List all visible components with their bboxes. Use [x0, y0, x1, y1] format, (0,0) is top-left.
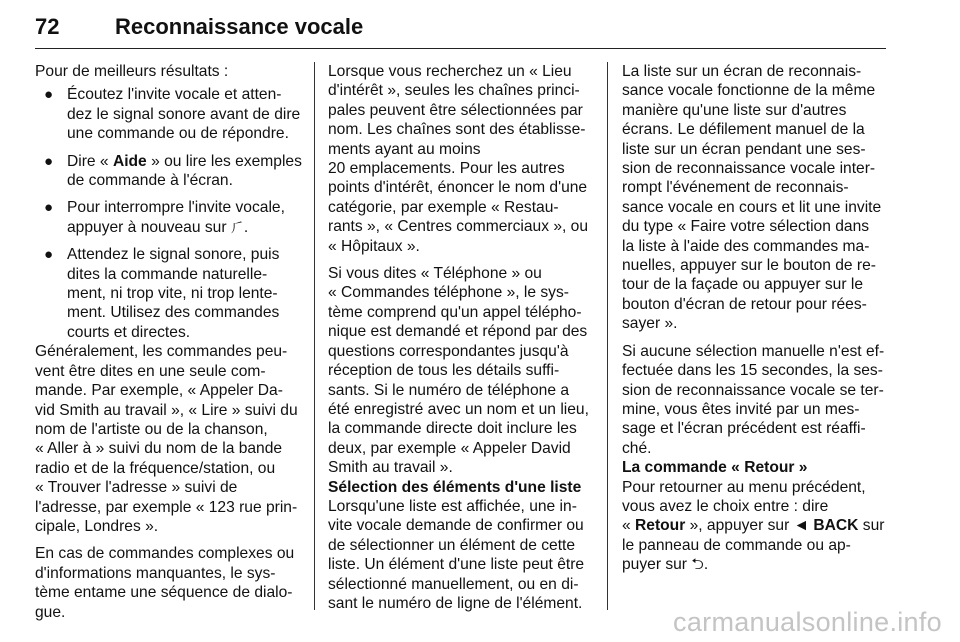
text-line: tème comprend qu'un appel télépho- — [328, 303, 582, 321]
column-1 — [35, 62, 301, 622]
text-line: nom de l'artiste ou de la chanson, — [35, 420, 268, 438]
text-line: Lorsque vous recherchez un « Lieu — [328, 63, 572, 80]
text-line: liste. Un élément d'une liste peut être — [328, 556, 585, 574]
text-line: bouton d'écran de retour pour rées- — [622, 295, 867, 313]
section-heading: La commande « Retour » — [622, 459, 808, 477]
paragraph — [622, 478, 888, 575]
text-line: sance vocale en cours et lit une invite — [622, 198, 882, 216]
text-line: le panneau de commande ou ap- — [622, 536, 851, 554]
list-item — [35, 198, 301, 237]
watermark: carmanualsonline.info — [673, 607, 942, 637]
column-2 — [328, 62, 594, 613]
text-line: nuelles, appuyer sur le bouton de re- — [622, 257, 876, 275]
text-line: vite vocale demande de confirmer ou — [328, 517, 584, 535]
text-line: sance vocale fonctionne de la même — [622, 82, 876, 100]
text-line: « Hôpitaux ». — [328, 237, 420, 255]
text-line: La liste sur un écran de reconnais- — [622, 63, 862, 80]
paragraph — [328, 264, 594, 477]
text-line — [622, 516, 888, 535]
text-line: « Aller à » suivi du nom de la bande — [35, 440, 283, 458]
column-3 — [622, 62, 888, 575]
paragraph — [328, 497, 594, 613]
text-line: mande. Par exemple, « Appeler Da- — [35, 382, 283, 400]
text-line: vous avez le choix entre : dire — [622, 497, 829, 515]
column-divider — [314, 62, 315, 610]
text-line: En cas de commandes complexes ou — [35, 545, 295, 563]
text-span: » ou lire les exemples — [146, 152, 302, 170]
text-line: catégorie, par exemple « Restau- — [328, 198, 559, 216]
text-span: Dire « — [67, 152, 113, 170]
text-line: réception de tous les détails suffi- — [328, 362, 560, 380]
keyword-retour: Retour — [635, 517, 686, 535]
text-span: « — [622, 517, 636, 535]
page-header — [35, 14, 885, 46]
column-divider — [607, 62, 608, 610]
text-line: écrans. Le défilement manuel de la — [622, 121, 865, 139]
text-line: ments ayant au moins — [328, 140, 481, 158]
text-line: mine, vous êtes invité par un mes- — [622, 400, 860, 418]
list-item — [35, 85, 301, 143]
bullet-line: dez le signal sonore avant de dire — [67, 105, 301, 123]
list-item — [35, 245, 301, 342]
text-line: « Commandes téléphone », le sys- — [328, 284, 569, 302]
paragraph — [622, 342, 888, 458]
header-divider — [35, 48, 886, 49]
bullet-line — [67, 152, 301, 171]
bullet-icon: ● — [44, 152, 54, 170]
text-line: deux, par exemple « Appeler David — [328, 439, 571, 457]
text-span: puyer sur — [622, 556, 692, 574]
text-line: vid Smith au travail », « Lire » suivi du — [35, 401, 298, 419]
bullet-line: de commande à l'écran. — [67, 172, 233, 190]
text-line: questions correspondantes jusqu'à — [328, 342, 569, 360]
voice-control-icon: ⺁ — [230, 219, 244, 235]
paragraph — [35, 342, 301, 536]
paragraph — [328, 62, 594, 256]
text-line: liste sur un écran pendant une ses- — [622, 140, 866, 158]
text-line: Smith au travail ». — [328, 459, 453, 477]
text-line: nom. Les chaînes sont des établisse- — [328, 121, 586, 139]
text-line: rompt l'événement de reconnais- — [622, 179, 849, 197]
text-line — [622, 555, 888, 574]
text-line: d'informations manquantes, le sys- — [35, 564, 276, 582]
list-item — [35, 152, 301, 191]
text-line: l'adresse, par exemple « 123 rue prin- — [35, 498, 298, 516]
paragraph — [622, 62, 888, 334]
text-line: la liste à l'aide des commandes ma- — [622, 237, 870, 255]
text-span: . — [243, 218, 249, 236]
text-span: . — [703, 556, 709, 574]
text-line: sélectionné manuellement, ou en di- — [328, 575, 579, 593]
bullet-line: ment, ni trop vite, ni trop lente- — [67, 285, 278, 303]
text-line: du type « Faire votre sélection dans — [622, 218, 870, 236]
text-line: radio et de la fréquence/station, ou — [35, 459, 276, 477]
text-line: « Trouver l'adresse » suivi de — [35, 479, 238, 497]
text-span: », appuyer sur — [685, 517, 794, 535]
text-line: pales peuvent être sélectionnées par — [328, 101, 583, 119]
intro-text: Pour de meilleurs résultats : — [35, 63, 229, 80]
text-line: nique est demandé et répond par des — [328, 323, 588, 341]
paragraph — [35, 544, 301, 622]
text-line: Si vous dites « Téléphone » ou — [328, 265, 542, 283]
bullet-line: Attendez le signal sonore, puis — [67, 246, 280, 264]
text-line: rants », « Centres commerciaux », ou — [328, 218, 589, 236]
text-line: ché. — [622, 439, 652, 457]
text-line: sant le numéro de ligne de l'élément. — [328, 594, 583, 612]
text-line: manière qu'une liste sur d'autres — [622, 101, 847, 119]
bullet-icon: ● — [44, 86, 54, 104]
page-number: 72 — [35, 14, 60, 39]
text-span: sur — [858, 517, 885, 535]
bullet-line: dites la commande naturelle- — [67, 265, 268, 283]
text-line: de sélectionner un élément de cette — [328, 536, 576, 554]
text-line: Lorsqu'une liste est affichée, une in- — [328, 497, 577, 515]
keyword-aide: Aide — [112, 152, 147, 170]
text-line: Pour retourner au menu précédent, — [622, 478, 866, 496]
text-line: tour de la façade ou appuyer sur le — [622, 276, 863, 294]
bullet-icon: ● — [44, 246, 54, 264]
text-line: Si aucune sélection manuelle n'est ef- — [622, 342, 885, 360]
return-icon: ⮌ — [691, 556, 704, 574]
page-title: Reconnaissance vocale — [115, 14, 364, 39]
text-line: sage et l'écran précédent est réaffi- — [622, 420, 866, 438]
text-line: tème entame une séquence de dialo- — [35, 584, 293, 602]
bullet-line: Pour interrompre l'invite vocale, — [67, 199, 285, 217]
text-line: Généralement, les commandes peu- — [35, 343, 288, 361]
bullet-line: ment. Utilisez des commandes — [67, 304, 280, 322]
text-line: cipale, Londres ». — [35, 517, 159, 535]
text-line: sion de reconnaissance vocale se ter- — [622, 381, 884, 399]
bullet-line: une commande ou de répondre. — [67, 125, 289, 143]
text-line: la commande directe doit inclure les — [328, 420, 577, 438]
text-line: fectuée dans les 15 secondes, la ses- — [622, 362, 883, 380]
back-button-label: ◄ BACK — [793, 517, 859, 535]
text-line: 20 emplacements. Pour les autres — [328, 160, 565, 178]
text-line: sayer ». — [622, 315, 678, 333]
bullet-line: courts et directes. — [67, 323, 191, 341]
text-line: vent être dites en une seule com- — [35, 362, 266, 380]
text-span: appuyer à nouveau sur — [67, 218, 231, 236]
text-line: d'intérêt », seules les chaînes princi- — [328, 82, 580, 100]
bullet-line: Écoutez l'invite vocale et atten- — [67, 86, 282, 104]
bullet-icon: ● — [44, 199, 54, 217]
text-line: sants. Si le numéro de téléphone a — [328, 381, 569, 399]
text-line: sion de reconnaissance vocale inter- — [622, 160, 876, 178]
text-line: été enregistré avec un nom et un lieu, — [328, 400, 589, 418]
bullet-line — [67, 218, 301, 237]
text-line: points d'intérêt, énoncer le nom d'une — [328, 179, 588, 197]
section-heading: Sélection des éléments d'une liste — [328, 478, 582, 496]
text-line: gue. — [35, 603, 66, 621]
